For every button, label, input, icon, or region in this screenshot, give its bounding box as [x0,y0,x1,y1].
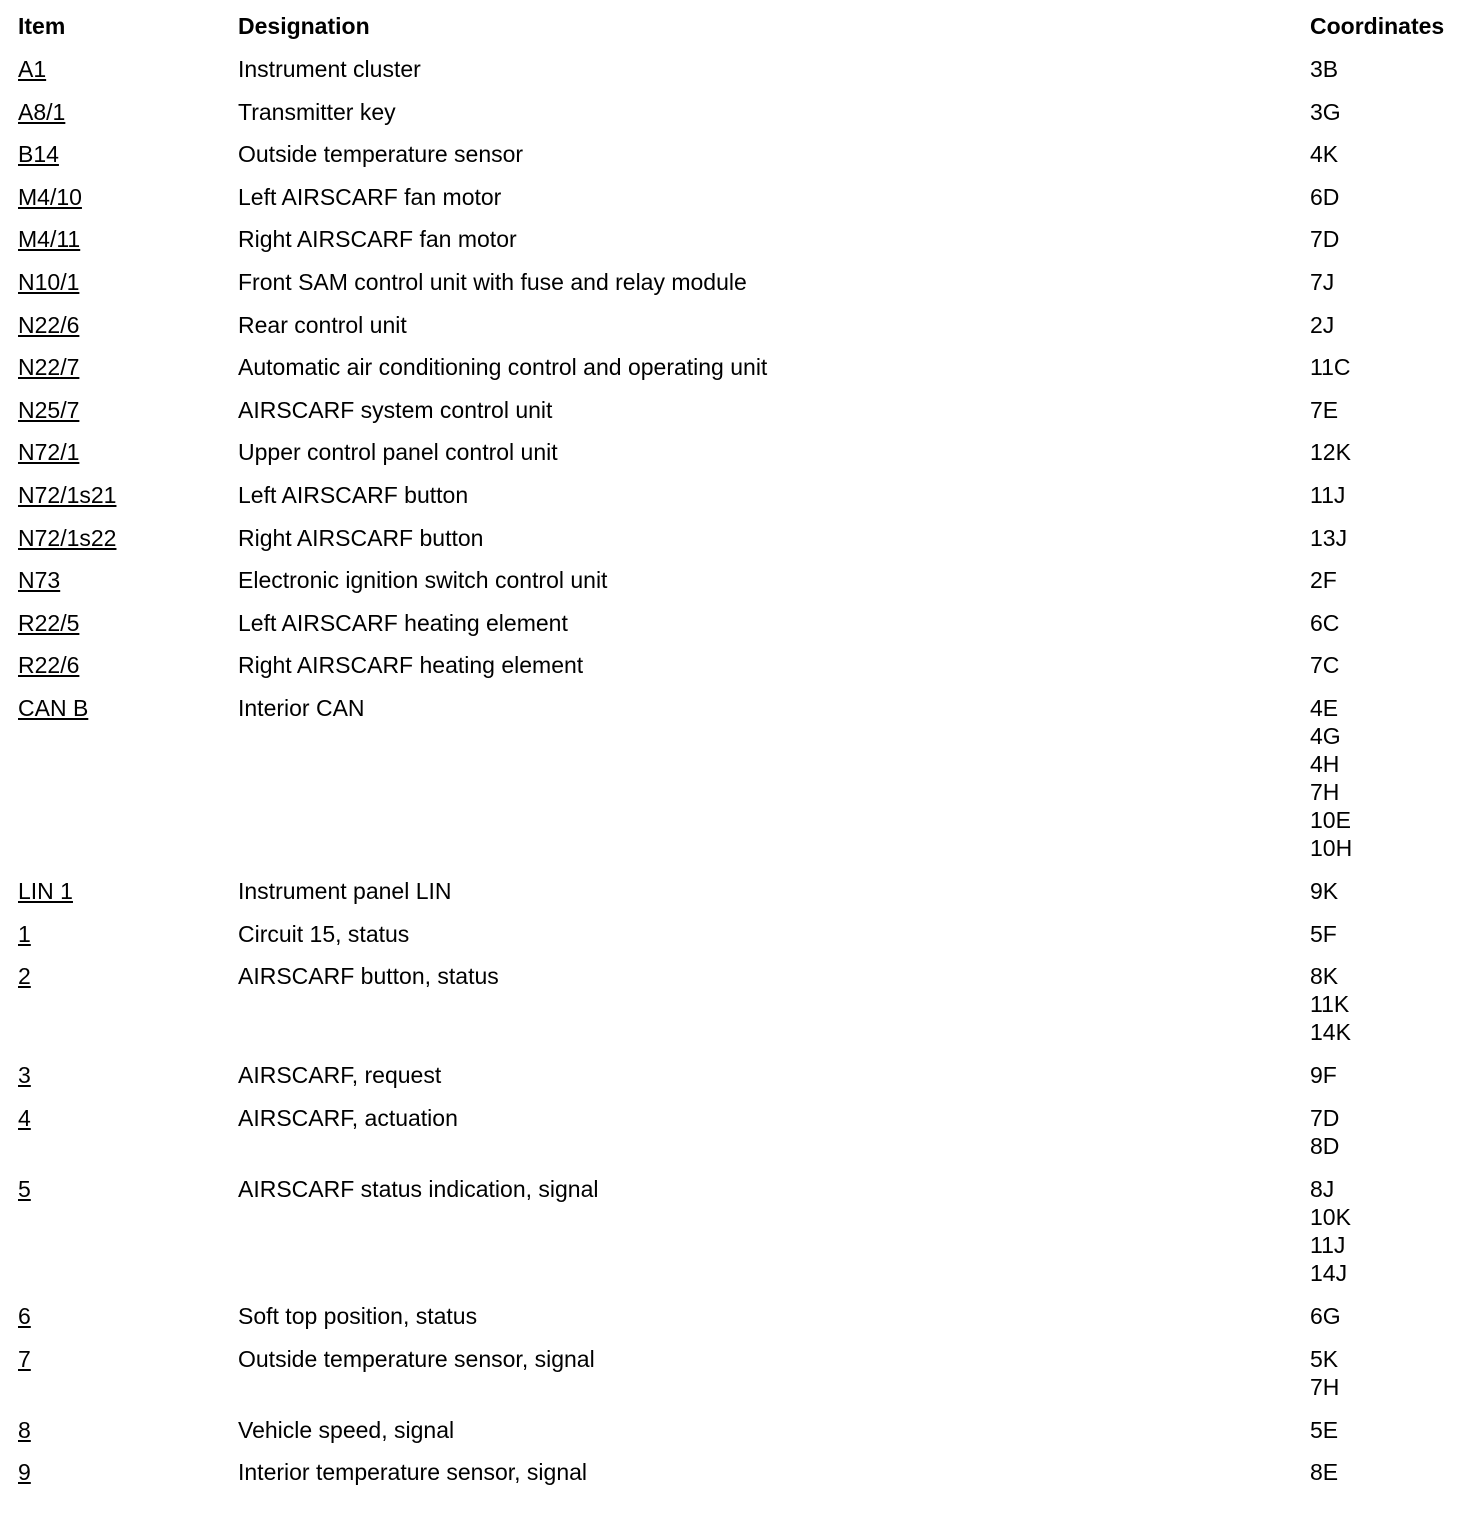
designation-text: Upper control panel control unit [238,439,558,465]
designation-text: AIRSCARF system control unit [238,397,553,423]
coordinates-cell [1310,920,1337,948]
coordinate-value: 5E [1310,1417,1339,1443]
coordinate-value: 3G [1310,99,1341,125]
item-link[interactable]: 7 [18,1346,31,1372]
item-link[interactable]: N25/7 [18,397,80,423]
item-link[interactable]: 3 [18,1062,31,1088]
designation-text: AIRSCARF status indication, signal [238,1176,599,1202]
designation-text: AIRSCARF button, status [238,963,499,989]
coordinates-cell [1310,1458,1338,1486]
coordinates-cell [1310,98,1341,126]
designation-text: Right AIRSCARF button [238,525,484,551]
designation-text: Interior CAN [238,695,365,721]
coordinate-value: 5F [1310,921,1337,947]
coordinate-value: 10H [1310,835,1353,861]
designation-text: Soft top position, status [238,1303,478,1329]
item-link[interactable]: N72/1s21 [18,482,117,508]
coordinate-value: 8E [1310,1459,1339,1485]
coordinates-cell [1310,1061,1337,1089]
coordinate-value: 2J [1310,312,1335,338]
item-link[interactable]: A1 [18,56,47,82]
coordinate-value: 8K [1310,963,1339,989]
coordinate-value: 9K [1310,878,1339,904]
item-link[interactable]: N10/1 [18,269,80,295]
designation-text: AIRSCARF, actuation [238,1105,458,1131]
header-coordinates: Coordinates [1310,13,1445,39]
item-link[interactable]: A8/1 [18,99,66,125]
coordinate-value: 7E [1310,397,1339,423]
designation-text: Right AIRSCARF heating element [238,652,584,678]
item-link[interactable]: R22/6 [18,652,80,678]
coordinate-value: 3B [1310,56,1339,82]
item-link[interactable]: N72/1 [18,439,80,465]
designation-text: Electronic ignition switch control unit [238,567,608,593]
coordinate-value: 11J [1310,1232,1346,1258]
coordinates-cell [1310,1416,1338,1444]
coordinates-cell [1310,140,1338,168]
item-link[interactable]: 5 [18,1176,31,1202]
coordinates-cell [1310,694,1352,862]
coordinates-cell [1310,1302,1341,1330]
coordinates-cell [1310,225,1339,253]
item-link[interactable]: N22/7 [18,354,80,380]
coordinate-value: 14J [1310,1260,1348,1286]
coordinates-cell [1310,183,1339,211]
item-link[interactable]: B14 [18,141,59,167]
coordinates-cell [1310,1175,1351,1287]
coordinates-cell [1310,651,1339,679]
coordinate-value: 11C [1310,354,1351,380]
item-link[interactable]: N72/1s22 [18,525,117,551]
item-link[interactable]: M4/11 [18,226,81,252]
designation-text: Circuit 15, status [238,921,410,947]
coordinates-cell [1310,1345,1339,1401]
coordinate-value: 10K [1310,1204,1351,1230]
header-item: Item [18,13,66,39]
item-link[interactable]: 9 [18,1459,31,1485]
designation-text: AIRSCARF, request [238,1062,442,1088]
designation-text: Instrument panel LIN [238,878,452,904]
coordinate-value: 7D [1310,226,1340,252]
coordinate-value: 2F [1310,567,1337,593]
coordinates-cell [1310,566,1337,594]
coordinate-value: 6C [1310,610,1340,636]
coordinate-value: 11K [1310,991,1350,1017]
coordinates-cell [1310,1104,1339,1160]
coordinates-cell [1310,481,1345,509]
coordinates-cell [1310,877,1338,905]
coordinate-value: 4G [1310,723,1341,749]
coordinate-value: 11J [1310,482,1346,508]
designation-text: Left AIRSCARF heating element [238,610,568,636]
coordinates-cell [1310,311,1334,339]
coordinate-value: 7H [1310,1374,1340,1400]
coordinate-value: 12K [1310,439,1351,465]
coordinate-value: 6D [1310,184,1340,210]
coordinates-cell [1310,962,1351,1046]
item-link[interactable]: CAN B [18,695,89,721]
item-link[interactable]: 2 [18,963,31,989]
designation-text: Left AIRSCARF fan motor [238,184,502,210]
designation-text: Automatic air conditioning control and operating unit [238,354,768,380]
coordinate-value: 7H [1310,779,1340,805]
coordinates-cell [1310,609,1339,637]
item-link[interactable]: 8 [18,1417,31,1443]
designation-text: Interior temperature sensor, signal [238,1459,588,1485]
coordinate-value: 8D [1310,1133,1340,1159]
coordinates-cell [1310,55,1338,83]
item-link[interactable]: 1 [18,921,31,947]
coordinate-value: 8J [1310,1176,1335,1202]
coordinates-cell [1310,524,1347,552]
item-link[interactable]: N73 [18,567,61,593]
coordinate-value: 7J [1310,269,1335,295]
coordinate-value: 6G [1310,1303,1341,1329]
coordinate-value: 4E [1310,695,1339,721]
item-link[interactable]: 6 [18,1303,31,1329]
coordinate-value: 13J [1310,525,1348,551]
item-link[interactable]: N22/6 [18,312,80,338]
coordinates-cell [1310,438,1351,466]
item-link[interactable]: R22/5 [18,610,80,636]
designation-text: Transmitter key [238,99,396,125]
header-designation: Designation [238,13,370,39]
coordinate-value: 4K [1310,141,1339,167]
designation-text: Left AIRSCARF button [238,482,469,508]
coordinate-value: 7D [1310,1105,1340,1131]
coordinates-cell [1310,353,1351,381]
coordinate-value: 7C [1310,652,1340,678]
coordinate-value: 9F [1310,1062,1337,1088]
coordinates-cell [1310,396,1338,424]
item-link[interactable]: M4/10 [18,184,82,210]
coordinate-value: 10E [1310,807,1351,833]
designation-text: Outside temperature sensor [238,141,524,167]
designation-text: Front SAM control unit with fuse and relay module [238,269,747,295]
designation-text: Right AIRSCARF fan motor [238,226,517,252]
designation-text: Outside temperature sensor, signal [238,1346,595,1372]
item-link[interactable]: 4 [18,1105,31,1131]
coordinates-cell [1310,268,1334,296]
designation-text: Instrument cluster [238,56,421,82]
coordinate-value: 5K [1310,1346,1339,1372]
coordinate-value: 4H [1310,751,1340,777]
item-link[interactable]: LIN 1 [18,878,73,904]
coordinate-value: 14K [1310,1019,1351,1045]
designation-text: Rear control unit [238,312,407,338]
designation-text: Vehicle speed, signal [238,1417,455,1443]
